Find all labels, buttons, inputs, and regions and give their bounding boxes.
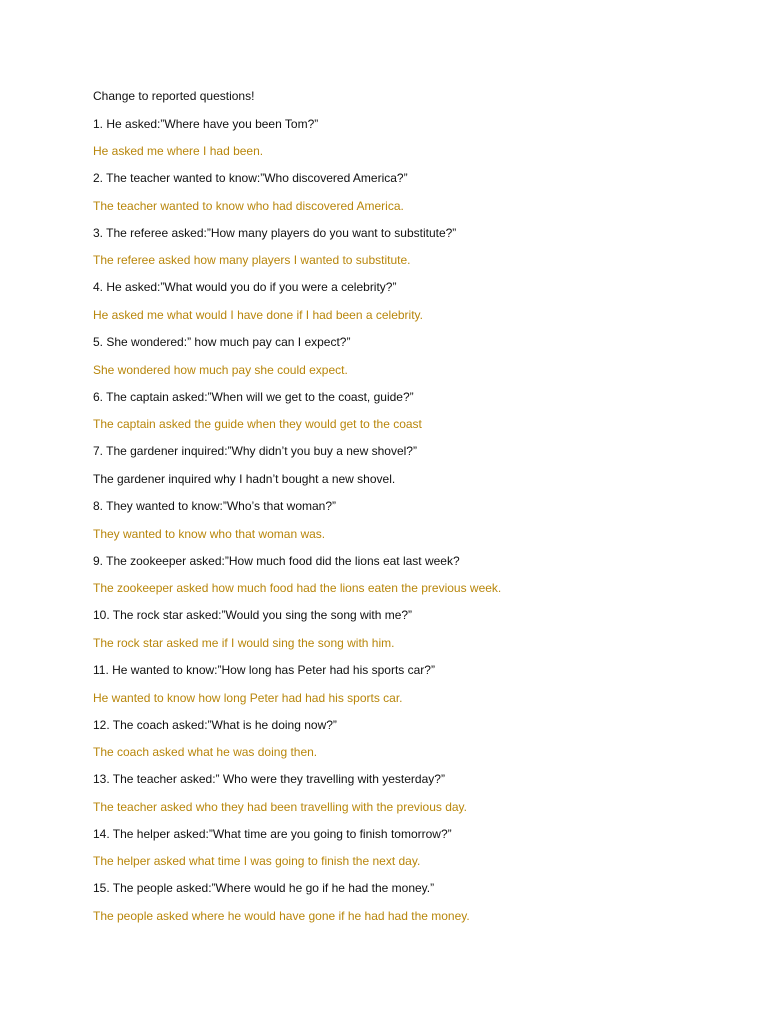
question-8: 8. They wanted to know:”Who’s that woman?” xyxy=(93,499,337,513)
question-12: 12. The coach asked:”What is he doing now?” xyxy=(93,718,337,732)
answer-13: The teacher asked who they had been travelling with the previous day. xyxy=(93,800,468,814)
answer-11: He wanted to know how long Peter had had his sports car. xyxy=(93,691,403,705)
question-10: 10. The rock star asked:”Would you sing the song with me?” xyxy=(93,608,413,622)
answer-1: He asked me where I had been. xyxy=(93,144,264,158)
question-2: 2. The teacher wanted to know:”Who discovered America?” xyxy=(93,171,408,185)
answer-9: The zookeeper asked how much food had the lions eaten the previous week. xyxy=(93,581,502,595)
question-6: 6. The captain asked:”When will we get to the coast, guide?” xyxy=(93,390,414,404)
question-5: 5. She wondered:” how much pay can I expect?” xyxy=(93,335,351,349)
answer-12: The coach asked what he was doing then. xyxy=(93,745,318,759)
question-3: 3. The referee asked:”How many players do you want to substitute?” xyxy=(93,226,457,240)
answer-6: The captain asked the guide when they would get to the coast xyxy=(93,417,422,431)
answer-3: The referee asked how many players I wanted to substitute. xyxy=(93,253,411,267)
page-title: Change to reported questions! xyxy=(93,89,255,103)
question-9: 9. The zookeeper asked:”How much food did the lions eat last week? xyxy=(93,554,460,568)
question-4: 4. He asked:”What would you do if you were a celebrity?” xyxy=(93,280,397,294)
question-14: 14. The helper asked:”What time are you going to finish tomorrow?” xyxy=(93,827,452,841)
answer-14: The helper asked what time I was going to finish the next day. xyxy=(93,854,421,868)
answer-15: The people asked where he would have gone if he had had the money. xyxy=(93,909,470,923)
answer-5: She wondered how much pay she could expect. xyxy=(93,363,348,377)
question-11: 11. He wanted to know:”How long has Peter had his sports car?” xyxy=(93,663,435,677)
answer-7: The gardener inquired why I hadn’t bought a new shovel. xyxy=(93,472,396,486)
answer-8: They wanted to know who that woman was. xyxy=(93,527,326,541)
answer-10: The rock star asked me if I would sing the song with him. xyxy=(93,636,395,650)
question-1: 1. He asked:”Where have you been Tom?” xyxy=(93,117,319,131)
question-13: 13. The teacher asked:” Who were they travelling with yesterday?” xyxy=(93,772,445,786)
answer-2: The teacher wanted to know who had discovered America. xyxy=(93,199,404,213)
question-7: 7. The gardener inquired:”Why didn’t you buy a new shovel?” xyxy=(93,444,417,458)
question-15: 15. The people asked:”Where would he go if he had the money.” xyxy=(93,881,435,895)
answer-4: He asked me what would I have done if I had been a celebrity. xyxy=(93,308,423,322)
